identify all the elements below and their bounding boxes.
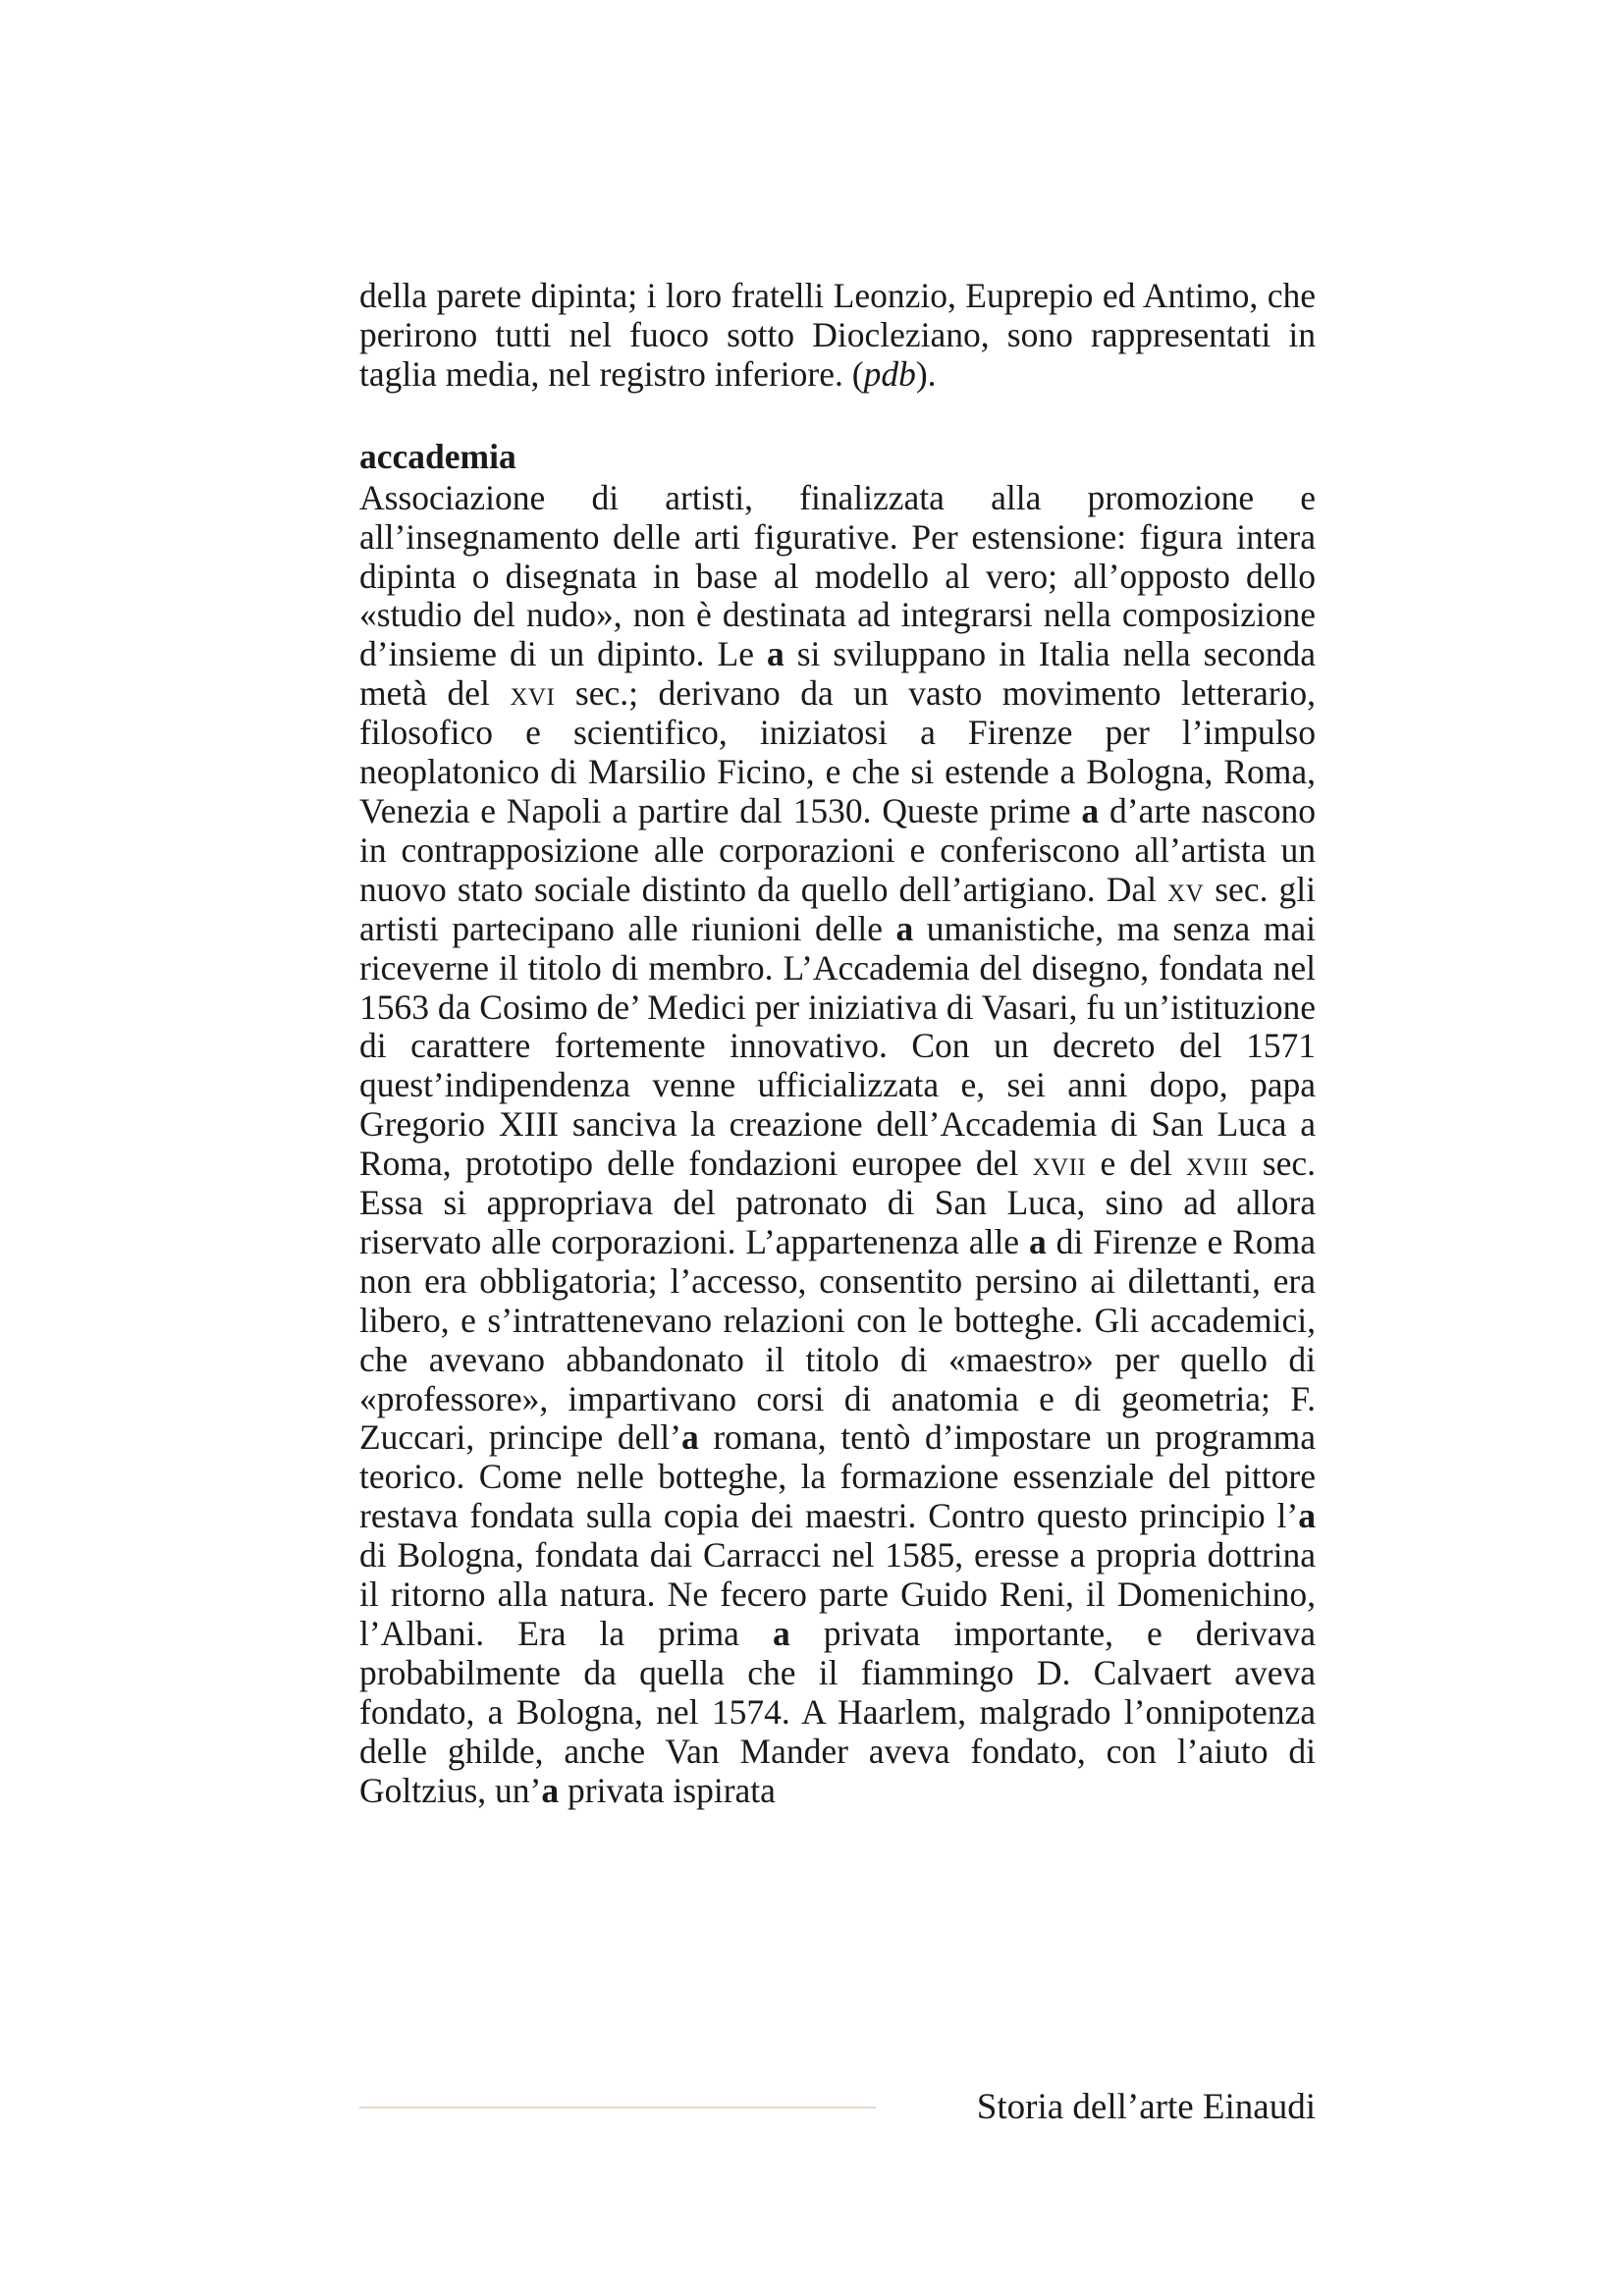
footer-publisher: Storia dell’arte Einaudi — [976, 2087, 1316, 2127]
entry-abbreviation: a — [1028, 1221, 1047, 1261]
body-text: romana, tentò d’impostare un programma teorico. Come nelle botteghe, la formazione essenziale del pittore restava fondata sulla copia dei maestri. Contro questo principio l’ — [359, 1417, 1316, 1536]
entry-title: accademia — [359, 436, 516, 476]
body-text: privata ispirata — [559, 1770, 776, 1810]
entry-abbreviation: a — [766, 634, 784, 674]
century-numeral: xviii — [1185, 1144, 1249, 1184]
body-text: sec. Essa si appropriava del patronato di San Luca, sino ad allora riservato alle corporazioni. L’appartenenza alle — [359, 1144, 1316, 1261]
body-text: si sviluppano in Italia nella seconda metà del — [359, 634, 1316, 714]
body-text: di Bologna, fondata dai Carracci nel 1585, eresse a propria dottrina il ritorno alla natura. Ne fecero parte Guido Reni, il Domenichino, l’Albani. Era la prima — [359, 1535, 1316, 1653]
body-text: di Firenze e Roma non era obbligatoria; l’accesso, consentito persino ai dilettanti, era libero, e s’intrattenevano relazioni con le botteghe. Gli accademici, che avevano abbandonato il titolo di «maestro» per quello di «professore», impartivano corsi di anatomia e di geometria; F. Zuccari, principe dell’ — [359, 1221, 1316, 1458]
body-text: d’arte nascono in contrapposizione alle corporazioni e conferiscono all’artista un nuovo stato sociale distinto da quello dell’artigiano. Dal — [359, 790, 1316, 909]
page-content — [359, 277, 1316, 1811]
entry-abbreviation: a — [680, 1417, 699, 1458]
entry-abbreviation: a — [1081, 790, 1100, 830]
century-numeral: xvii — [1032, 1144, 1087, 1184]
footer-rule — [359, 2107, 876, 2109]
body-text: sec.; derivano da un vasto movimento letterario, filosofico e scientifico, iniziatosi a Firenze per l’impulso neoplatonico di Marsilio Ficino, e che si estende a Bologna, Roma, Venezia e Napoli a partire dal 1530. Queste prime — [359, 673, 1317, 830]
entry-abbreviation: a — [1298, 1496, 1316, 1536]
body-text: umanistiche, ma senza mai riceverne il titolo di membro. L’Accademia del disegno, fondata nel 1563 da Cosimo de’ Medici per iniziativa di Vasari, fu un’istituzione di carattere fortemente innovativo. Con un decreto del 1571 quest’indipendenza venne ufficializzata e, sei anni dopo, papa Gregorio XIII sanciva la creazione dell’Accademia di San Luca a Roma, prototipo delle fondazioni europee del — [359, 908, 1316, 1184]
body-text: privata importante, e derivava probabilmente da quella che il fiammingo D. Calvaert aveva fondato, a Bologna, nel 1574. A Haarlem, malgrado l’onnipotenza delle ghilde, anche Van Mander aveva fondato, con l’aiuto di Goltzius, un’ — [359, 1614, 1316, 1810]
century-numeral: xv — [1167, 869, 1205, 909]
previous-entry-paragraph — [359, 277, 1316, 395]
entry-body-paragraph — [359, 479, 1316, 1811]
century-numeral: xvi — [510, 673, 556, 714]
author-initials: pdb — [863, 353, 916, 394]
entry-abbreviation: a — [895, 908, 914, 948]
body-text: Associazione di artisti, finalizzata alla promozione e all’insegnamento delle arti figurative. Per estensione: figura intera dipinta o disegnata in base al modello al vero; all’opposto dello «studio del nudo», non è destinata ad integrarsi nella composizione d’insieme di un dipinto. Le — [359, 477, 1316, 674]
page-footer — [359, 2086, 1316, 2129]
body-text: e del — [1086, 1144, 1186, 1184]
previous-entry-closing: ). — [915, 353, 937, 394]
previous-entry-text: della parete dipinta; i loro fratelli Leonzio, Euprepio ed Antimo, che perirono tutti nel fuoco sotto Diocleziano, sono rappresentati in taglia media, nel registro inferiore. ( — [359, 276, 1316, 394]
entry-abbreviation: a — [541, 1770, 560, 1810]
body-text: sec. gli artisti partecipano alle riunioni delle — [359, 869, 1316, 948]
entry-abbreviation: a — [772, 1614, 790, 1653]
